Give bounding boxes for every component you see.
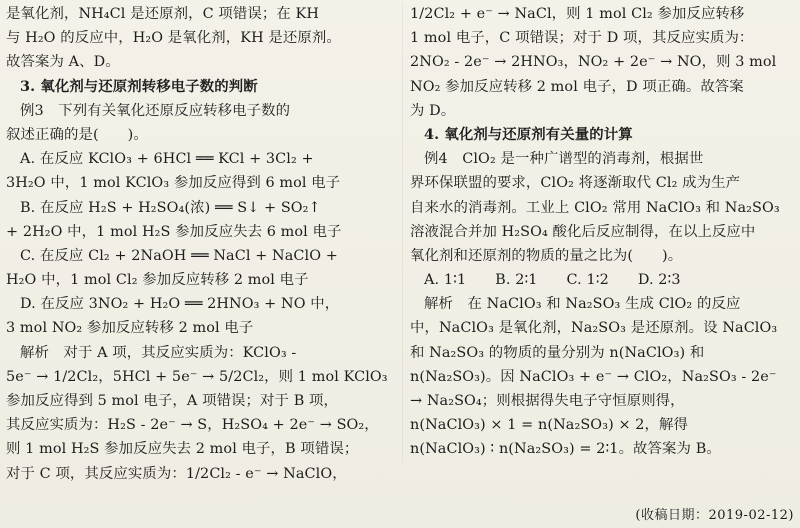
received-date-text: (收稿日期：2019-02-12) <box>635 508 794 523</box>
text-line: 对于 C 项，其反应实质为：1/2Cl₂ - e⁻ → NaClO， <box>6 465 347 482</box>
right-column <box>410 2 798 523</box>
text-line: 为 D。 <box>410 102 456 119</box>
text-line: 其反应实质为：H₂S - 2e⁻ → S，H₂SO₄ + 2e⁻ → SO₂， <box>6 417 379 434</box>
text-line: 与 H₂O 的反应中，H₂O 是氧化剂，KH 是还原剂。 <box>6 30 341 47</box>
text-line: 5e⁻ → 1/2Cl₂，5HCl + 5e⁻ → 5/2Cl₂，则 1 mol KClO₃ <box>6 368 388 385</box>
example-4-question: 例4 ClO₂ 是一种广谱型的消毒剂，根据世 <box>424 151 704 168</box>
option-a: A. 在反应 KClO₃ + 6HCl ══ KCl + 3Cl₂ + <box>20 151 314 168</box>
text-line: → Na₂SO₄；则根据得失电子守恒原则得， <box>410 393 685 409</box>
analysis-4: 解析 在 NaClO₃ 和 Na₂SO₃ 生成 ClO₂ 的反应 <box>424 296 741 313</box>
analysis-3: 解析 对于 A 项，其反应实质为：KClO₃ - <box>20 344 297 361</box>
text-line: n(Na₂SO₃)。因 NaClO₃ + e⁻ → ClO₂，Na₂SO₃ - 2e⁻ <box>410 368 777 385</box>
text-line: n(NaClO₃) × 1 = n(Na₂SO₃) × 2，解得 <box>410 417 689 434</box>
text-line: 3H₂O 中，1 mol KClO₃ 参加反应得到 6 mol 电子 <box>6 175 341 192</box>
text-line: 故答案为 A、D。 <box>6 54 120 71</box>
text-line: 3 mol NO₂ 参加反应转移 2 mol 电子 <box>6 320 254 337</box>
text-line: 1/2Cl₂ + e⁻ → NaCl，则 1 mol Cl₂ 参加反应转移 <box>410 6 745 22</box>
text-line: 2NO₂ - 2e⁻ → 2HNO₃，NO₂ + 2e⁻ → NO，则 3 mol <box>410 54 777 71</box>
example-3-question: 例3 下列有关氧化还原反应转移电子数的 <box>20 102 291 119</box>
option-c: C. 在反应 Cl₂ + 2NaOH ══ NaCl + NaClO + <box>20 247 338 264</box>
text-line: 氧化剂和还原剂的物质的量之比为( )。 <box>410 247 683 264</box>
text-line: 界环保联盟的要求，ClO₂ 将逐渐取代 Cl₂ 成为生产 <box>410 175 741 192</box>
answer-options: A. 1∶1 B. 2∶1 C. 1∶2 D. 2∶3 <box>424 272 681 289</box>
option-d: D. 在反应 3NO₂ + H₂O ══ 2HNO₃ + NO 中， <box>20 296 340 313</box>
text-line: 中，NaClO₃ 是氧化剂，Na₂SO₃ 是还原剂。设 NaClO₃ <box>410 320 778 337</box>
text-line: 自来水的消毒剂。工业上 ClO₂ 常用 NaClO₃ 和 Na₂SO₃ <box>410 199 780 216</box>
section-heading-3: 3. 氧化剂与还原剂转移电子数的判断 <box>20 77 258 95</box>
text-line: 参加反应得到 5 mol 电子，A 项错误；对于 B 项， <box>6 393 339 409</box>
text-line: 溶液混合并加 H₂SO₄ 酸化后反应制得，在以上反应中 <box>410 223 756 240</box>
text-line: 是氧化剂，NH₄Cl 是还原剂，C 项错误；在 KH <box>6 6 320 22</box>
text-line: + 2H₂O 中，1 mol H₂S 参加反应失去 6 mol 电子 <box>6 223 342 240</box>
text-line: 和 Na₂SO₃ 的物质的量分别为 n(NaClO₃) 和 <box>410 344 705 361</box>
left-column <box>6 2 396 486</box>
section-heading-4: 4. 氧化剂与还原剂有关量的计算 <box>424 125 633 143</box>
text-line: 则 1 mol H₂S 参加反应失去 2 mol 电子，B 项错误； <box>6 441 359 458</box>
received-date <box>410 506 794 526</box>
text-line: 1 mol 电子，C 项错误；对于 D 项，其反应实质为： <box>410 30 754 47</box>
text-line: n(NaClO₃) ∶ n(Na₂SO₃) = 2∶1。故答案为 B。 <box>410 441 721 458</box>
text-line: NO₂ 参加反应转移 2 mol 电子，D 项正确。故答案 <box>410 78 744 95</box>
text-line: H₂O 中，1 mol Cl₂ 参加反应转移 2 mol 电子 <box>6 272 309 289</box>
text-line: 叙述正确的是( )。 <box>6 126 148 143</box>
option-b: B. 在反应 H₂S + H₂SO₄(浓) ══ S↓ + SO₂↑ <box>20 199 321 216</box>
